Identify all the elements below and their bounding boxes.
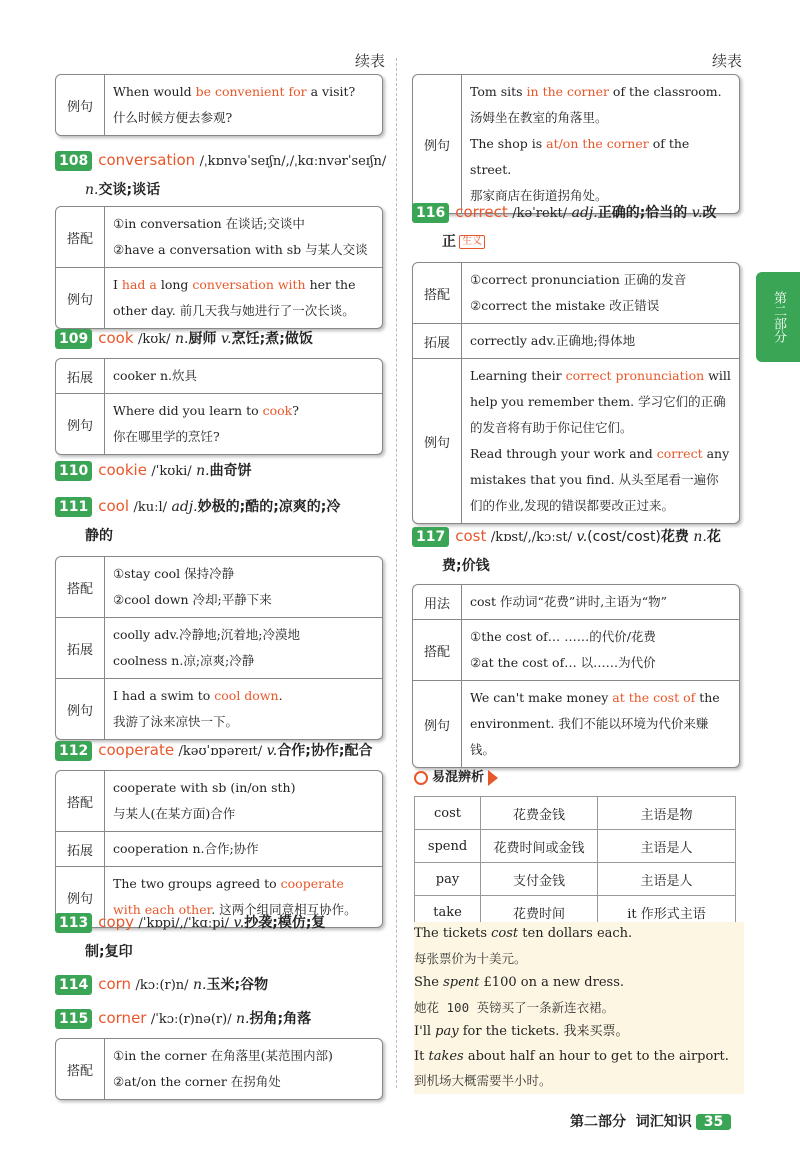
entry-109: 109 cook /kʊk/ n.厨师 v.烹饪;煮;做饭 bbox=[55, 324, 415, 354]
magnifier-icon bbox=[414, 771, 428, 785]
section-tab[interactable]: 第二部分 bbox=[756, 272, 800, 362]
entry-112-box: 搭配 cooperate with sb (in/on sth) 与某人(在某方面)合作 拓展 cooperation n.合作;协作 例句 The two groups agreed to cooperate with each other. 这两个组同意相互协作。 bbox=[55, 770, 383, 928]
confusion-example-cn: 每张票价为十美元。 bbox=[414, 950, 527, 966]
entry-115-example-box: 例句 Tom sits in the corner of the classroom. 汤姆坐在教室的角落里。 The shop is at/on the corner of the street. 那家商店在街道拐角处。 bbox=[412, 74, 740, 214]
confusion-cell: 支付金钱 bbox=[481, 863, 598, 896]
confusion-row bbox=[415, 797, 736, 830]
headword: conversation bbox=[98, 151, 196, 169]
confusion-example-cn: 她花 100 英镑买了一条新连衣裙。 bbox=[414, 999, 615, 1015]
entry-109-box: 拓展 cooker n.炊具 例句 Where did you learn to cook? 你在哪里学的烹饪? bbox=[55, 358, 383, 455]
confusion-example-cn: 到机场大概需要半小时。 bbox=[414, 1073, 552, 1088]
confusion-table bbox=[414, 796, 736, 929]
confusion-example: It takes about half an hour to get to the airport. bbox=[414, 1048, 729, 1064]
entry-112: 112 cooperate /kəʊˈɒpəreɪt/ v.合作;协作;配合 bbox=[55, 736, 415, 766]
entry-114: 114 corn /kɔː(r)n/ n.玉米;谷物 bbox=[55, 970, 415, 1000]
entry-111: 111 cool /kuːl/ adj.妙极的;酷的;凉爽的;冷 静的 bbox=[55, 492, 415, 550]
confusion-cell: it 作形式主语 bbox=[597, 896, 735, 929]
confusion-row bbox=[415, 830, 736, 863]
row-label: 例句 bbox=[56, 75, 105, 135]
continued-label-left: 续表 bbox=[355, 52, 386, 70]
confusion-cell: 花费金钱 bbox=[481, 797, 598, 830]
entry-107-example-box bbox=[55, 74, 383, 136]
confusion-cell: 花费时间或金钱 bbox=[481, 830, 598, 863]
entry-115-box: 搭配 ①in the corner 在角落里(某范围内部) ②at/on the corner 在拐角处 bbox=[55, 1038, 383, 1100]
confusion-cell: 花费时间 bbox=[481, 896, 598, 929]
page-number: 35 bbox=[696, 1114, 731, 1130]
confusion-example: She spent £100 on a new dress. bbox=[414, 975, 624, 990]
example-text: When would be convenient for a visit? 什么时候方便去参观? bbox=[113, 84, 356, 125]
entry-111-box: 搭配 ①stay cool 保持冷静 ②cool down 冷却;平静下来 拓展 coolly adv.冷静地;沉着地;冷漠地 coolness n.凉;凉爽;冷静 例句 I had a swim to cool down. 我游了泳来凉快一下。 bbox=[55, 556, 383, 740]
confusion-cell: cost bbox=[415, 797, 481, 830]
entry-108: 108 conversation /ˌkɒnvəˈseɪʃn/,/ˌkɑːnvərˈseɪʃn/ n.交谈;谈话 bbox=[55, 146, 415, 204]
entry-108-box: 搭配 ①in conversation 在谈话;交谈中 ②have a conversation with sb 与某人交谈 例句 I had a long conversation with her the other day. 前几天我与她进行了一次长谈。 bbox=[55, 206, 383, 329]
continued-label-right: 续表 bbox=[712, 52, 743, 70]
confusion-row bbox=[415, 863, 736, 896]
confusion-cell: 主语是人 bbox=[597, 830, 735, 863]
entry-110: 110 cookie /ˈkʊki/ n.曲奇饼 bbox=[55, 456, 415, 486]
confusion-cell: spend bbox=[415, 830, 481, 863]
confusion-examples bbox=[414, 922, 744, 1094]
entry-113: 113 copy /ˈkɒpi/,/ˈkɑːpi/ v.抄袭;模仿;复 制;复印 bbox=[55, 908, 415, 966]
arrow-icon bbox=[488, 770, 498, 786]
phonetic: /ˌkɒnvəˈseɪʃn/,/ˌkɑːnvərˈseɪʃn/ bbox=[199, 154, 387, 169]
confusion-cell: pay bbox=[415, 863, 481, 896]
entry-116-box: 搭配 ①correct pronunciation 正确的发音 ②correct the mistake 改正错误 拓展 correctly adv.正确地;得体地 例句 Learning their correct pronunciation will help you remember them. 学习它们的正确的发音将有助于你记住它们。 Read through your work and correct any mistakes that you find. 从头至尾看一遍你们的作业,发现的错误都要改正过来。 bbox=[412, 262, 740, 524]
confusion-cell: 主语是人 bbox=[597, 863, 735, 896]
confusion-example: The tickets cost ten dollars each. bbox=[414, 926, 633, 941]
entry-117: 117 cost /kɒst/,/kɔːst/ v.(cost/cost)花费 n.花 费;价钱 bbox=[412, 522, 772, 580]
entry-number: 108 bbox=[55, 151, 92, 171]
new-meaning-tag: 生义 bbox=[459, 235, 485, 249]
confusion-heading: 易混辨析 bbox=[414, 766, 498, 786]
confusion-cell: 主语是物 bbox=[597, 797, 735, 830]
entry-116: 116 correct /kəˈrekt/ adj.正确的;恰当的 v.改 正 生义 bbox=[412, 198, 772, 256]
page-footer: 第二部分 词汇知识 35 bbox=[570, 1111, 731, 1131]
entry-117-box: 用法 cost 作动词“花费”讲时,主语为“物” 搭配 ①the cost of… ……的代价/花费 ②at the cost of… 以……为代价 例句 We can't make money at the cost of the environment. 我们不能以环境为代价来赚钱。 bbox=[412, 584, 740, 768]
confusion-example: I'll pay for the tickets. 我来买票。 bbox=[414, 1024, 629, 1039]
confusion-cell: take bbox=[415, 896, 481, 929]
entry-115: 115 corner /ˈkɔː(r)nə(r)/ n.拐角;角落 bbox=[55, 1004, 415, 1034]
